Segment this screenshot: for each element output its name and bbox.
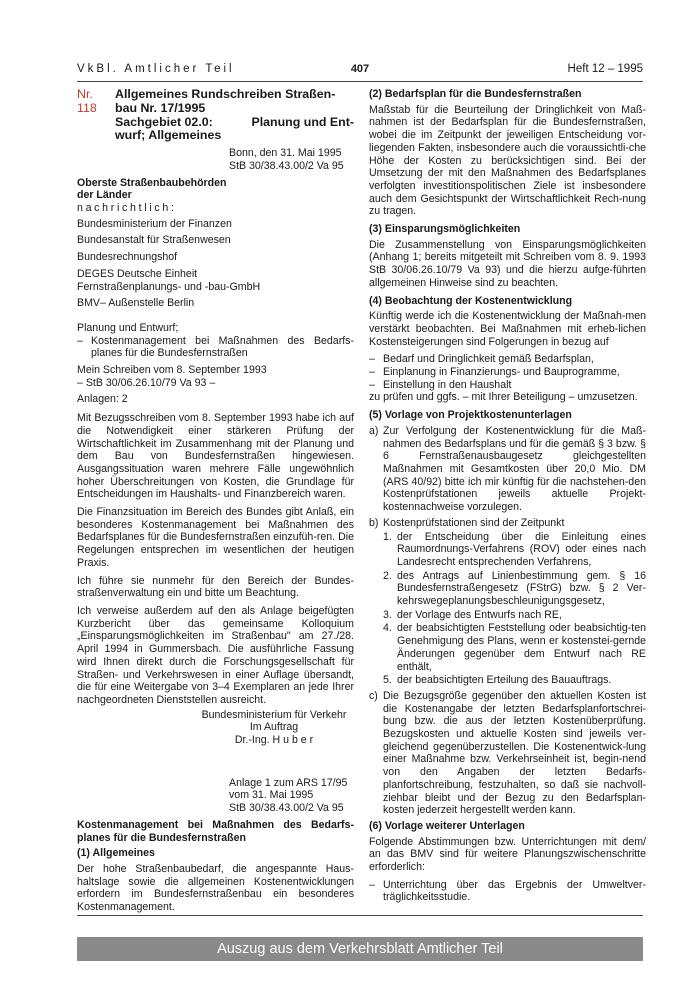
list-item: b) Kostenprüfstationen sind der Zeitpunkt [369,516,565,529]
paragraph: Die Zusammenstellung von Einsparungsmöglichkeiten (Anhang 1; bereits mitgeteilt mit Schreiben vom 8. 9. 1993 StB 30/06.26.10/79 Va 93) und die hierzu aufge-führten allgemeinen Hinweise sind zu beachten. [369,238,646,289]
attachment-reference: Anlage 1 zum ARS 17/95 vom 31. Mai 1995 StB 30/38.43.00/2 Va 95 [229,776,348,815]
paragraph: zu prüfen und ggfs. – mit Ihrer Beteiligung – umzusetzen. [369,391,638,404]
reference-letter: Mein Schreiben vom 8. September 1993 – StB 30/06.26.10/79 Va 93 – [77,364,267,389]
page-header [77,63,643,79]
footer-banner: Auszug aus dem Verkehrsblatt Amtlicher Teil [77,937,643,961]
paragraph: Der hohe Straßenbaubedarf, die angespannte Haus-haltslage sowie die allgemeinen Kostenentwicklungen erfordern im Bundesfernstraßenbau ein besonderes Kostenmanagement. [77,862,354,914]
list-item: 3. der Vorlage des Entwurfs nach RE, [383,608,562,621]
list-item: c) Die Bezugsgröße gegenüber den aktuellen Kosten ist die Kostenangabe der letzten Bedarfsplanfortschrei-bung bzw. die aus der letzten Kostenüberprüfung. Bezugskosten und aktuelle Kosten sind jeweils ver-gleichend gegenüberzustellen. Die Kostenentwick-lung einer Maßnahme bzw. Verkehrseinheit ist, begin-nend von den Angaben der letzten Bedarfs-planfortschreibung, festzuhalten, so daß sie nachvoll-ziehbar bleibt und der Bezug zu den Bedarfsplan-kosten jederzeit hergestellt werden kann. [369,689,646,817]
section-heading: (4) Beobachtung der Kostenentwicklung [369,294,573,307]
list-item: – Unterrichtung über das Ergebnis der Umweltver-träglichkeitsstudie. [369,878,646,904]
journal-title: VkBl. Amtlicher Teil [77,63,235,75]
list-item: 4. der beabsichtigten Feststellung oder beabsichtig-ten Genehmigung des Plans, wenn er kostenstei-gernde Änderungen gegenüber dem Entwurf nach RE enthält, [383,622,646,673]
paragraph: Künftig werde ich die Kostenentwicklung der Maßnah-men verstärkt beobachten. Bei Maßnahmen mit erheb-lichen Kostensteigerungen sind Folgerungen in bezug auf [369,310,646,348]
list-item: 1. der Entscheidung über die Einleitung eines Raumordnungs-Verfahrens (ROV) oder eines nach Landesrecht entsprechenden Verfahrens, [383,530,646,568]
document-title: Allgemeines Rundschreiben Straßen- bau Nr. 17/1995 Sachgebiet 02.0: Planung und Ent- wurf; Allgemeines [115,87,354,143]
paragraph: Ich verweise außerdem auf den als Anlage beigefügten Kurzbericht über das gemeinsame Kolloquium „Einsparungsmöglichkeiten im Straßenbau" am 27./28. April 1994 in Gummersbach. Die ausführliche Fassung wird Ihnen direkt durch die Forschungsgesellschaft für Straßen- und Verkehrswesen in einer Auflage übersandt, die für eine Weitergabe von 3–4 Exemplaren an jede Ihrer nachgeordneten Dienststellen ausreicht. [77,604,354,706]
right-column [369,88,646,904]
page-number: 407 [350,63,370,75]
signature-block: Bundesministerium für Verkehr Im Auftrag Dr.-Ing. H u b e r [201,708,347,747]
cc-item: Bundesanstalt für Straßenwesen [77,234,231,247]
issue-label: Heft 12 – 1995 [567,63,643,75]
header-rule [77,81,643,82]
section-heading: (3) Einsparungsmöglichkeiten [369,223,521,236]
footer-rule [77,915,643,916]
paragraph: Folgende Abstimmungen bzw. Unterrichtungen mit dem/ an das BMV sind für weitere Planungszwischenschritte erforderlich: [369,835,646,874]
cc-label: nachrichtlich: [77,202,177,214]
cc-item: Bundesministerium der Finanzen [77,217,232,230]
section-heading: (5) Vorlage von Projektkostenunterlagen [369,409,572,422]
left-column [77,88,354,919]
paragraph: Mit Bezugsschreiben vom 8. September 1993 habe ich auf die Notwendigkeit einer stärkeren Prüfung der Wirtschaftlichkeit im Zusammenhang mit der Planung und dem Bau von Bundesfernstraßen hingewiesen. Ausgangssituation waren mehrere Fälle ungewöhnlich hoher Überschreitungen von Kosten, die Grundlage für Entscheidungen im Haushalts- und Finanzbereich waren. [77,412,354,501]
cc-item: Bundesrechnungshof [77,251,178,264]
list-item: – Bedarf und Dringlichkeit gemäß Bedarfsplan, [369,353,594,366]
paragraph: Maßstab für die Beurteilung der Dringlichkeit von Maß-nahmen ist der Bedarfsplan für die Bundesfernstraßen, wobei die im Zeitpunkt der jeweiligen Entscheidung vor-liegenden Fakten, insbesondere auch die voraussichtli-che Höhe der Kosten zu berücksichtigen sind. Bei der Umsetzung der mit den Maßnahmen des Bedarfsplanes verfolgten investitionspolitischen Ziele ist insbesondere auch dem Gesichtspunkt der Wirtschaftlichkeit Rech-nung zu tragen. [369,103,646,218]
section-heading: (6) Vorlage weiterer Unterlagen [369,819,525,832]
cc-item: Fernstraßenplanungs- und -bau-GmbH [77,280,261,293]
paragraph: Ich führe sie nunmehr für den Bereich der Bundes-straßenverwaltung ein und bitte um Beachtung. [77,574,354,600]
list-item: 2. des Antrags auf Linienbestimmung gem. § 16 Bundesfernstraßengesetz (FStrG) bzw. § 2 Ver-kehrswegeplanungsbeschleunigungsgesetz, [383,569,646,608]
cc-list [77,218,354,310]
paragraph: Die Finanzsituation im Bereich des Bundes gibt Anlaß, ein besonderes Kostenmanagement bei Maßnahmen des Bedarfsplanes für die Bundesfernstraßen einzufüh-ren. Die Regelungen entsprechen im wesentlichen der heutigen Praxis. [77,506,354,569]
subject: Planung und Entwurf; – Kostenmanagement bei Maßnahmen des Bedarfs-planes für die Bundesfernstraßen [77,321,354,360]
document-heading [77,88,354,143]
section-heading: (1) Allgemeines [77,847,155,860]
section-title: Kostenmanagement bei Maßnahmen des Bedarfs-planes für die Bundesfernstraßen [77,818,354,844]
cc-item: BMV– Außenstelle Berlin [77,297,195,310]
list-item: a) Zur Verfolgung der Kostenentwicklung für die Maß-nahmen des Bedarfsplans und für die gemäß § 3 bzw. § 6 Fernstraßenausbaugesetz gleichgestellten Maßnahmen mit Gesamtkosten über 20,0 Mio. DM (ARS 40/92) bitte ich mir künftig für die nachstehen-den Kostenprüfstationen jeweils aktuelle Projekt-kostennachweise vorzulegen. [369,424,646,514]
attachments: Anlagen: 2 [77,393,128,406]
date-reference: Bonn, den 31. Mai 1995 StB 30/38.43.00/2 Va 95 [229,147,344,172]
recipient: Oberste Straßenbaubehörden der Länder [77,176,227,202]
list-item: – Einstellung in den Haushalt [369,378,512,391]
list-item: 5. der beabsichtigten Erteilung des Bauauftrags. [383,674,612,687]
list-item: – Einplanung in Finanzierungs- und Bauprogramme, [369,366,620,379]
section-heading: (2) Bedarfsplan für die Bundesfernstraßen [369,88,582,100]
cc-item: DEGES Deutsche Einheit [77,267,198,280]
document-number: Nr. 118 [77,87,97,115]
